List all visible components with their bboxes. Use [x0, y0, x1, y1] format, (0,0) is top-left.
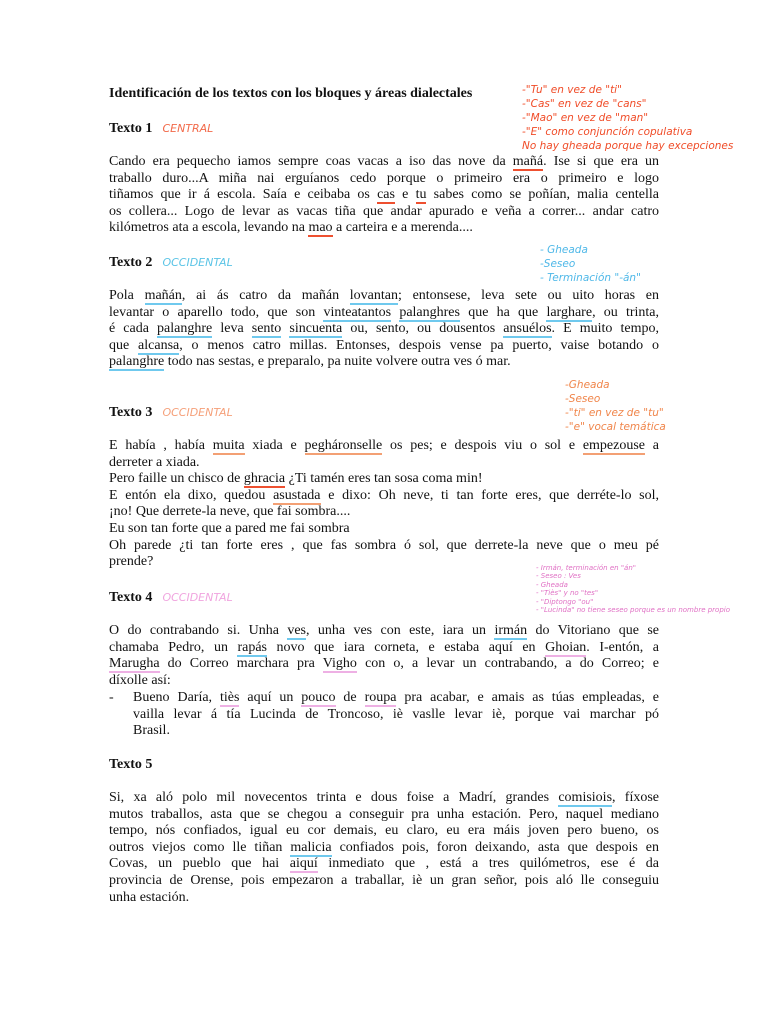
text-1-heading: [109, 121, 213, 137]
highlighted-feature: Vigho: [322, 656, 357, 672]
annotation-line: -"e" vocal temática: [565, 421, 666, 433]
annotation-line: -"Cas" en vez de "cans": [522, 98, 647, 110]
annotation-line: - "Lucinda" no tiene seseo porque es un nombre propio: [536, 606, 730, 615]
annotation-line: -"ti" en vez de "tu": [565, 407, 664, 419]
text-3-line: Pero faille un chisco de ghracia ¿Ti tamén eres tan sosa coma min!: [109, 471, 483, 487]
text-4-heading: [109, 590, 233, 606]
text-5-title: Texto 5: [109, 757, 153, 772]
text-2-line: levantar o aparello todo, que son vinteatantos palanghres que ha que larghare, ou trinta,: [109, 304, 660, 320]
text-3-line: derreter a xiada.: [109, 454, 200, 470]
annotation-line: -"Mao" en vez de "man": [522, 112, 649, 124]
text-3-paragraph: [109, 438, 659, 571]
text-2-line: é cada palanghre leva sento sincuenta ou, sento, ou dousentos ansuélos. E muito tempo,: [109, 321, 660, 337]
annotation-line: -"Tu" en vez de "ti": [522, 84, 622, 96]
text-1-line: kilómetros ata a escola, levando na mao a carteira e a merenda....: [109, 220, 473, 236]
text-5-line: tempo, nós confiados, igual eu cor demais, eu claro, eu era máis joven pero bueno, os: [109, 823, 659, 839]
text-5-line: unha estación.: [109, 889, 190, 905]
highlighted-feature: ansuélos: [503, 321, 552, 337]
text-1-title: Texto 1: [109, 121, 153, 136]
text-1-zone: CENTRAL: [162, 122, 214, 135]
dialogue-text: [133, 690, 659, 740]
highlighted-feature: palanghres: [399, 304, 460, 320]
annotation-text-3: [565, 378, 666, 434]
text-5-line: outros viejos como lle tiñan malicia confiados pois, foron deixando, asta que despois en: [109, 839, 659, 855]
text-3-line: prende?: [109, 554, 154, 570]
text-3-line: Eu son tan forte que a pared me fai sombra: [109, 520, 350, 536]
annotation-line: - Seseo : Ves: [536, 572, 581, 581]
text-2-paragraph: [109, 288, 659, 371]
text-5-line: provincia de Orense, pois empezaron a traballar, iè un gran señor, pois aló lle conseguiu: [109, 872, 659, 888]
text-1-line: os collera... Logo de levar as vacas tiña que andar apurado e veña a correr... andar catro: [109, 203, 659, 219]
annotation-text-4: [536, 564, 730, 614]
text-5-heading: [109, 757, 152, 773]
highlighted-feature: Marugha: [109, 656, 160, 672]
dialogue-line: Bueno Daría, tiès aquí un pouco de roupa pra acabar, e amais as túas empleadas, e: [133, 690, 659, 705]
text-4-dialogue: [109, 690, 659, 740]
text-3-line: E había , había muita xiada e pegháronselle os pes; e despois viu o sol e empezouse a: [109, 438, 660, 453]
text-3-title: Texto 3: [109, 405, 153, 420]
highlighted-feature: empezouse: [582, 438, 646, 453]
highlighted-feature: malicia: [290, 839, 332, 855]
highlighted-feature: roupa: [364, 690, 397, 705]
text-5-line: Si, xa aló polo mil novecentos trinta e dous foise a Madrí, grandes comisiois, fíxose: [109, 790, 659, 805]
text-3-heading: [109, 405, 233, 421]
highlighted-feature: pouco: [301, 690, 336, 705]
highlighted-feature: ghracia: [243, 471, 286, 487]
highlighted-feature: mao: [308, 220, 333, 236]
highlighted-feature: vinteatantos: [323, 304, 392, 320]
annotation-line: - "Diptongo "ou": [536, 597, 594, 606]
text-1-line: Cando era pequecho iamos sempre coas vacas a iso das nove da mañá. Ise si que era un: [109, 154, 659, 169]
highlighted-feature: larghare: [546, 304, 593, 320]
text-2-line: Pola mañán, ai ás catro da mañán lovantan; entonsese, leva sete ou uito horas en: [109, 288, 659, 303]
text-5-line: mutos traballos, asta que se chegou a conseguir pra unha estación. Pero, naquel mediano: [109, 806, 659, 822]
highlighted-feature: rapás: [237, 639, 268, 655]
dialogue-dash: -: [109, 690, 114, 705]
text-4-line: O do contrabando si. Unha ves, unha ves con este, iara un irmán do Vitoriano que se: [109, 623, 660, 638]
highlighted-feature: ves: [287, 623, 306, 638]
annotation-line: - "Tiès" y no "tes": [536, 589, 599, 598]
highlighted-feature: cas: [377, 187, 395, 203]
text-1-line: tiñamos que ir á escola. Saía e ceibaba os cas e tu sabes como se poñían, malia centella: [109, 187, 659, 203]
document-title: Identificación de los textos con los bloques y áreas dialectales: [109, 86, 473, 101]
highlighted-feature: Ghoian: [545, 639, 587, 655]
highlighted-feature: pegháronselle: [304, 438, 383, 453]
highlighted-feature: muita: [212, 438, 245, 453]
text-1-paragraph: [109, 154, 659, 237]
text-5-line: Covas, un pueblo que hai aiquí inmediato que , está a tres quilómetros, ese é da: [109, 856, 659, 872]
text-3-zone: OCCIDENTAL: [162, 406, 233, 419]
text-3-line: Oh parede ¿ti tan forte eres , que fas sombra ó sol, que derrete-la neve que o meu pé: [109, 537, 659, 553]
highlighted-feature: irmán: [494, 623, 528, 638]
text-3-line: E entón ela dixo, quedou asustada e dixo: Oh neve, ti tan forte eres, que derréte-lo sol,: [109, 487, 659, 503]
annotation-line: - Irmán, terminación en "án": [536, 564, 636, 572]
highlighted-feature: palanghre: [109, 354, 165, 370]
text-1-line: traballo duro...A miña nai erguíanos cedo porque o primeiro era o primeiro e logo: [109, 170, 659, 186]
text-4-line: chamaba Pedro, un rapás novo que iara corneta, e estaba aquí en Ghoian. I-entón, a: [109, 639, 659, 655]
text-2-title: Texto 2: [109, 255, 153, 270]
text-3-line: ¡no! Que derrete-la neve, que fai sombra....: [109, 504, 351, 520]
annotation-line: -Seseo: [540, 258, 576, 270]
text-2-heading: [109, 255, 233, 271]
highlighted-feature: mañá: [512, 154, 544, 169]
highlighted-feature: palanghre: [157, 321, 213, 337]
text-2-line: palanghre todo nas sestas, e preparalo, pa nuite volvere outra ves ó mar.: [109, 354, 511, 370]
dialogue-line: Brasil.: [133, 723, 170, 739]
highlighted-feature: lovantan: [349, 288, 398, 303]
highlighted-feature: tiès: [219, 690, 240, 705]
text-2-line: que alcansa, o menos catro millas. Entonses, despois vense pa puerto, vaise botando o: [109, 337, 659, 353]
annotation-text-2: [540, 243, 641, 285]
highlighted-feature: mañán: [144, 288, 182, 303]
highlighted-feature: sento: [251, 321, 282, 337]
text-5-paragraph: [109, 790, 659, 906]
highlighted-feature: comisiois: [558, 790, 613, 805]
text-4-line: Marugha do Correo marchara pra Vigho con o, a levar un contrabando, a do Correo; e: [109, 656, 660, 672]
dialogue-line: vailla levar á tía Lucinda de Troncoso, iè vaslle levar iè, porque vai marchar pó: [133, 706, 659, 722]
highlighted-feature: alcansa: [138, 337, 180, 353]
annotation-text-1: [522, 83, 733, 153]
highlighted-feature: sincuenta: [289, 321, 343, 337]
annotation-line: -"E" como conjunción copulativa: [522, 126, 693, 138]
text-4-zone: OCCIDENTAL: [162, 591, 233, 604]
annotation-line: - Terminación "-án": [540, 272, 641, 284]
text-2-zone: OCCIDENTAL: [162, 256, 233, 269]
highlighted-feature: aiquí: [289, 856, 318, 872]
text-4-title: Texto 4: [109, 590, 153, 605]
text-4-paragraph: [109, 623, 659, 689]
annotation-line: - Gheada: [536, 580, 568, 589]
highlighted-feature: asustada: [273, 487, 321, 503]
annotation-line: No hay gheada porque hay excepciones: [522, 140, 734, 152]
annotation-line: -Seseo: [565, 393, 601, 405]
annotation-line: - Gheada: [540, 244, 588, 256]
highlighted-feature: tu: [415, 187, 427, 203]
annotation-line: -Gheada: [565, 379, 610, 391]
text-4-line: díxolle así:: [109, 672, 171, 688]
